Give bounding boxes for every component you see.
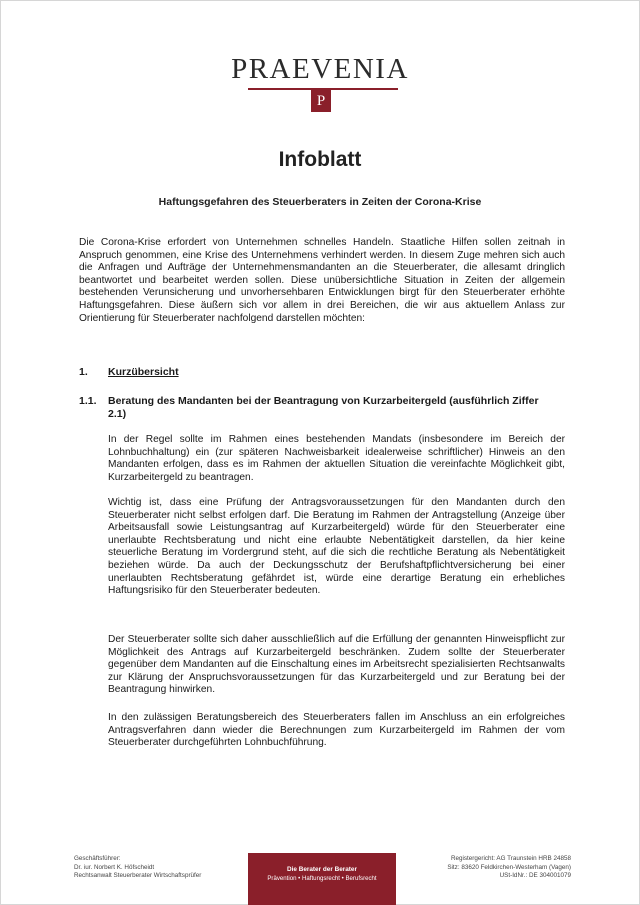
logo-wordmark: PRAEVENIA	[231, 53, 409, 85]
section-1-number: 1.	[79, 366, 88, 378]
footer-tagline-box	[248, 853, 396, 905]
footer-line: USt-IdNr.: DE 304001079	[499, 872, 571, 880]
footer-registry	[420, 855, 571, 881]
section-1-1-title: Beratung des Mandanten bei der Beantragung von Kurzarbeitergeld (ausführlich Ziffer 2.1)	[108, 395, 539, 420]
footer-line: Geschäftsführer:	[74, 855, 121, 862]
section-1-1-number: 1.1.	[79, 395, 97, 407]
document-title: Infoblatt	[278, 148, 362, 171]
footer-line: Sitz: 83620 Feldkirchen-Westerham (Vagen)	[447, 863, 571, 871]
footer-management	[74, 855, 201, 881]
footer-line: Dr. iur. Norbert K. Höfscheidt	[74, 863, 155, 871]
body-paragraph: In den zulässigen Beratungsbereich des Steuerberaters fallen im Anschluss an ein erfolgreiches Antragsverfahren dann wieder die Berechnungen zum Kurzarbeitergeld im Rahmen der vom Steuerberater durchgeführten Lohnbuchführung.	[108, 712, 565, 749]
praevenia-logo	[0, 52, 640, 86]
footer-tagline: Die Berater der Berater	[287, 866, 357, 873]
footer-line: Rechtsanwalt Steuerberater Wirtschaftsprüfer	[74, 872, 202, 880]
document-subtitle: Haftungsgefahren des Steuerberaters in Zeiten der Corona-Krise	[158, 196, 482, 208]
footer-line: Registergericht: AG Traunstein HRB 24858	[450, 855, 571, 862]
footer-services: Prävention • Haftungsrecht • Berufsrecht	[267, 875, 377, 882]
intro-paragraph: Die Corona-Krise erfordert von Unternehmen schnelles Handeln. Staatliche Hilfen sollen zeitnah in Anspruch genommen, eine Krise des Unternehmens verhindert werden. In diesem Zuge mehren sich auch die Anfragen und Aufträge der Unternehmensmandanten an die Steuerberater, die allesamt dringlich beantwortet und bearbeitet werden sollen. Diese unübersichtliche Situation in Zeiten der allgemein bestehenden Verunsicherung und unvorhersehbaren Entwicklungen birgt für den Steuerberater erhöhte Haftungsgefahren. Diese äußern sich vor allem in drei Bereichen, die wir aus aktuellem Anlass zur Orientierung für Steuerberater nachfolgend darstellen möchten:	[79, 237, 565, 324]
body-paragraph: Wichtig ist, dass eine Prüfung der Antragsvoraussetzungen für den Mandanten durch den Steuerberater nicht selbst erfolgen darf. Die Beratung im Rahmen der Antragstellung (Anzeige über Arbeitsausfall sowie Leistungsantrag auf Kurzarbeitergeld) würde für den Steuerberater eine unerlaubte Rechtsberatung und nicht eine erlaubte Nebentätigkeit darstellen, da hier keine steuerliche Beratung im Vordergrund steht, auf die sich die rechtliche Beratung als Nebentätigkeit beziehen würde. Da auch der Deckungsschutz der Berufshaftpflichtversicherung bei einer unerlaubten Rechtsberatung gefährdet ist, würde eine derartige Beratung ein erhebliches Haftungsrisiko für den Steuerberater bedeuten.	[108, 497, 565, 597]
section-1-title: Kurzübersicht	[108, 366, 179, 378]
body-paragraph: In der Regel sollte im Rahmen eines bestehenden Mandats (insbesondere im Bereich der Lohnbuchhaltung) ein (zur späteren Nachweisbarkeit idealerweise schriftlicher) Hinweis an den Mandanten erfolgen, dass es im Rahmen der aktuellen Situation die vereinfachte Möglichkeit gibt, Kurzarbeitergeld zu beantragen.	[108, 434, 565, 483]
body-paragraph: Der Steuerberater sollte sich daher ausschließlich auf die Erfüllung der genannten Hinweispflicht zur Möglichkeit des Antrags auf Kurzarbeitergeld beschränken. Zudem sollte der Steuerberater gegenüber dem Mandanten auf die Einschaltung eines im Arbeitsrecht spezialisierten Rechtsanwalts zur Klärung der Anspruchsvoraussetzungen für das Kurzarbeitergeld und zur Beratung bei der Beantragung hinwirken.	[108, 634, 565, 696]
logo-monogram: P	[311, 90, 331, 112]
